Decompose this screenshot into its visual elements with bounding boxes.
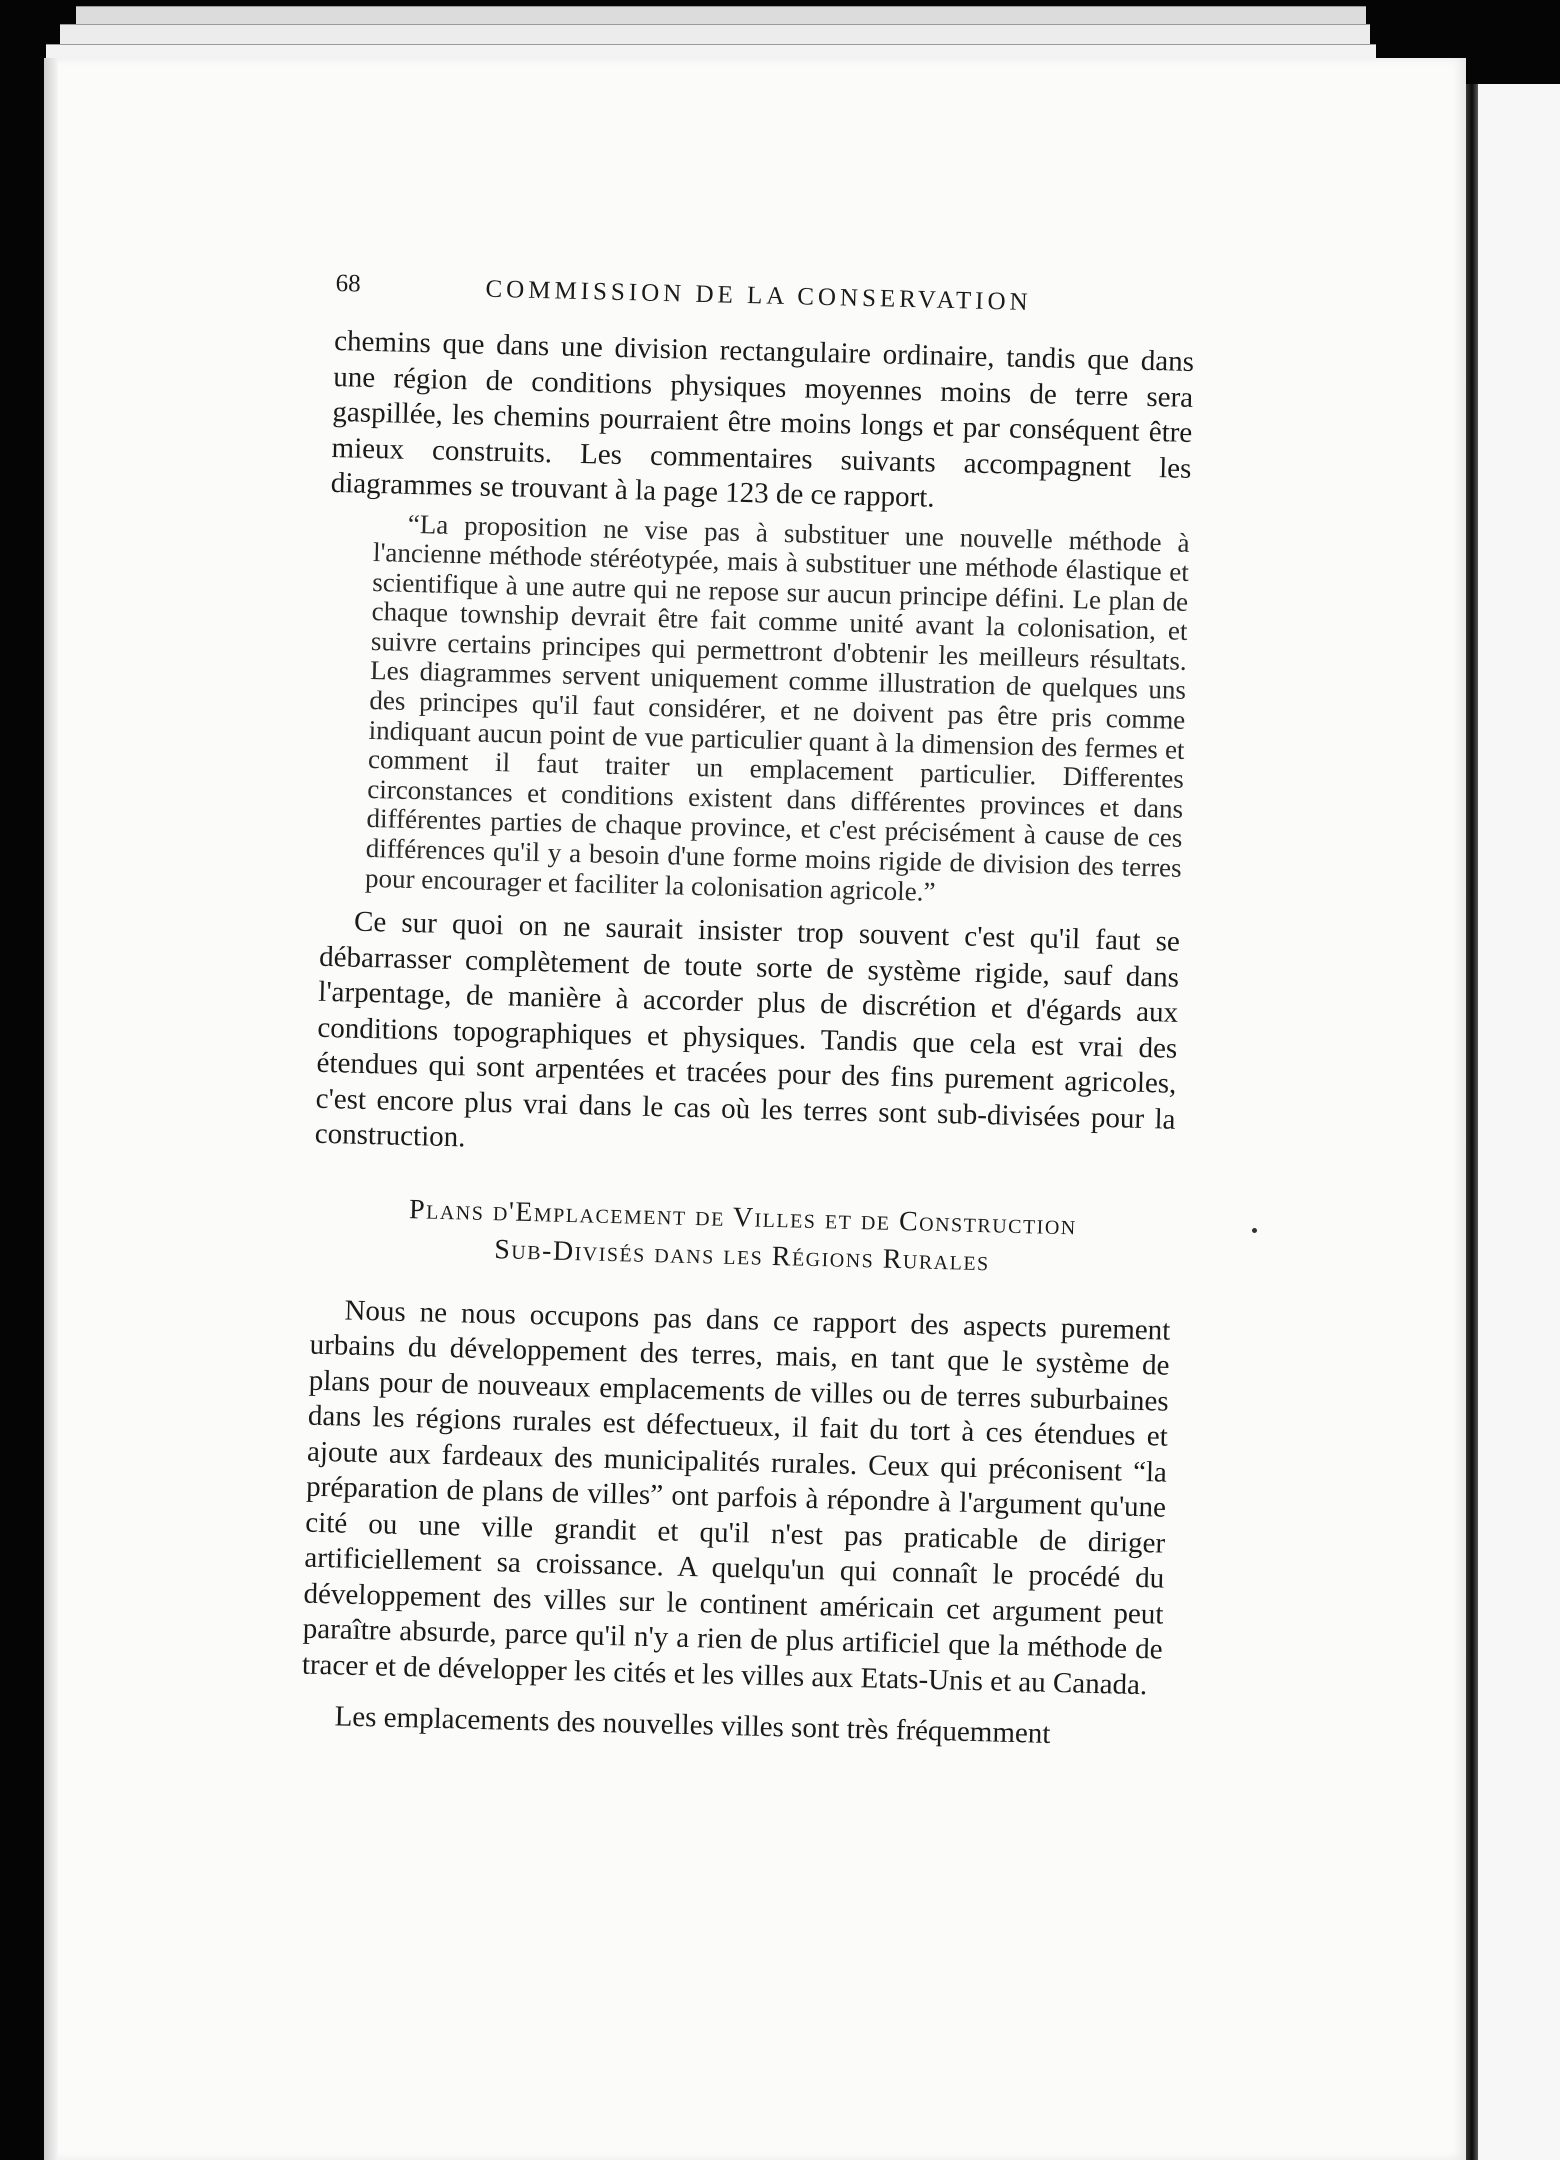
running-head-title: COMMISSION DE LA CONSERVATION <box>485 275 1032 317</box>
book-gutter <box>1466 84 1478 2160</box>
page-number: 68 <box>335 270 361 298</box>
paragraph-4: Les emplacements des nouvelles villes sont très fréquemment <box>334 1700 1051 1751</box>
section-heading-line-2: Sub-Divisés dans les Régions Rurales <box>493 1233 991 1277</box>
page-content <box>300 270 1196 1755</box>
section-heading <box>312 1188 1174 1285</box>
paragraph-2: Ce sur quoi on ne saurait insister trop souvent c'est qu'il faut se débarrasser complètement de toute sorte de système rigide, sauf dans l'arpentage, de manière à accorder plus de discrétion et d'égards aux conditions topographiques et physiques. Tandis que cela est vrai des étendues qui sont arpentées et tracées pour des fins purement agricoles, c'est encore plus vrai dans le cas où les terres sont sub-divisées pour la construction. <box>314 905 1181 1154</box>
paragraph-3: Nous ne nous occupons pas dans ce rapport des aspects purement urbains du développement des terres, mais, en tant que le système de plans pour de nouveaux emplacements de villes ou de terres suburbaines dans les régions rurales est défectueux, il fait du tort à ces étendues et ajoute aux fardeaux des municipalités rurales. Ceux qui préconisent “la préparation de plans de villes” ont parfois à répondre à l'argument qu'une cité ou une ville grandit et qu'il n'est pas praticable de diriger artificiellement sa croissance. A quelqu'un qui connaît le procédé du développement des villes sur le continent américain cet argument peut paraître absurde, parce qu'il n'y a rien de plus artificiel que la méthode de tracer et de développer les cités et les villes aux Etats-Unis et au Canada. <box>301 1294 1171 1701</box>
speck-mark <box>1252 1228 1257 1233</box>
section-heading-line-1: Plans d'Emplacement de Villes et de Construction <box>408 1193 1078 1242</box>
paragraph-1: chemins que dans une division rectangulaire ordinaire, tandis que dans une région de conditions physiques moyennes moins de terre sera gaspillée, les chemins pourraient être moins longs et par conséquent être mieux construits. Les commentaires suivants accompagnent les diagrammes se trouvant à la page 123 de ce rapport. <box>330 324 1195 514</box>
adjacent-page <box>1478 84 1560 2160</box>
page-stack-edge <box>44 58 58 2160</box>
block-quote: “La proposition ne vise pas à substituer une nouvelle méthode à l'ancienne méthode stéréotypée, mais à substituer une méthode élastique et scientifique à une autre qui ne repose sur aucun principe défini. Le plan de chaque township devrait être fait comme unité avant la colonisation, et suivre certains principes qui permettront d'obtenir les meilleurs résultats. Les diagrammes servent uniquement comme illustration de quelques uns des principes qu'il faut considérer, et ne doivent pas être pris comme indiquant aucun point de vue particulier quant à la dimension des fermes et comment il faut traiter un emplacement particulier. Differentes circonstances et conditions existent dans différentes provinces et dans différentes parties de chaque province, et c'est précisément à cause de ces différences qu'il y a besoin d'une forme moins rigide de division des terres pour encourager et faciliter la colonisation agricole.” <box>364 508 1190 907</box>
